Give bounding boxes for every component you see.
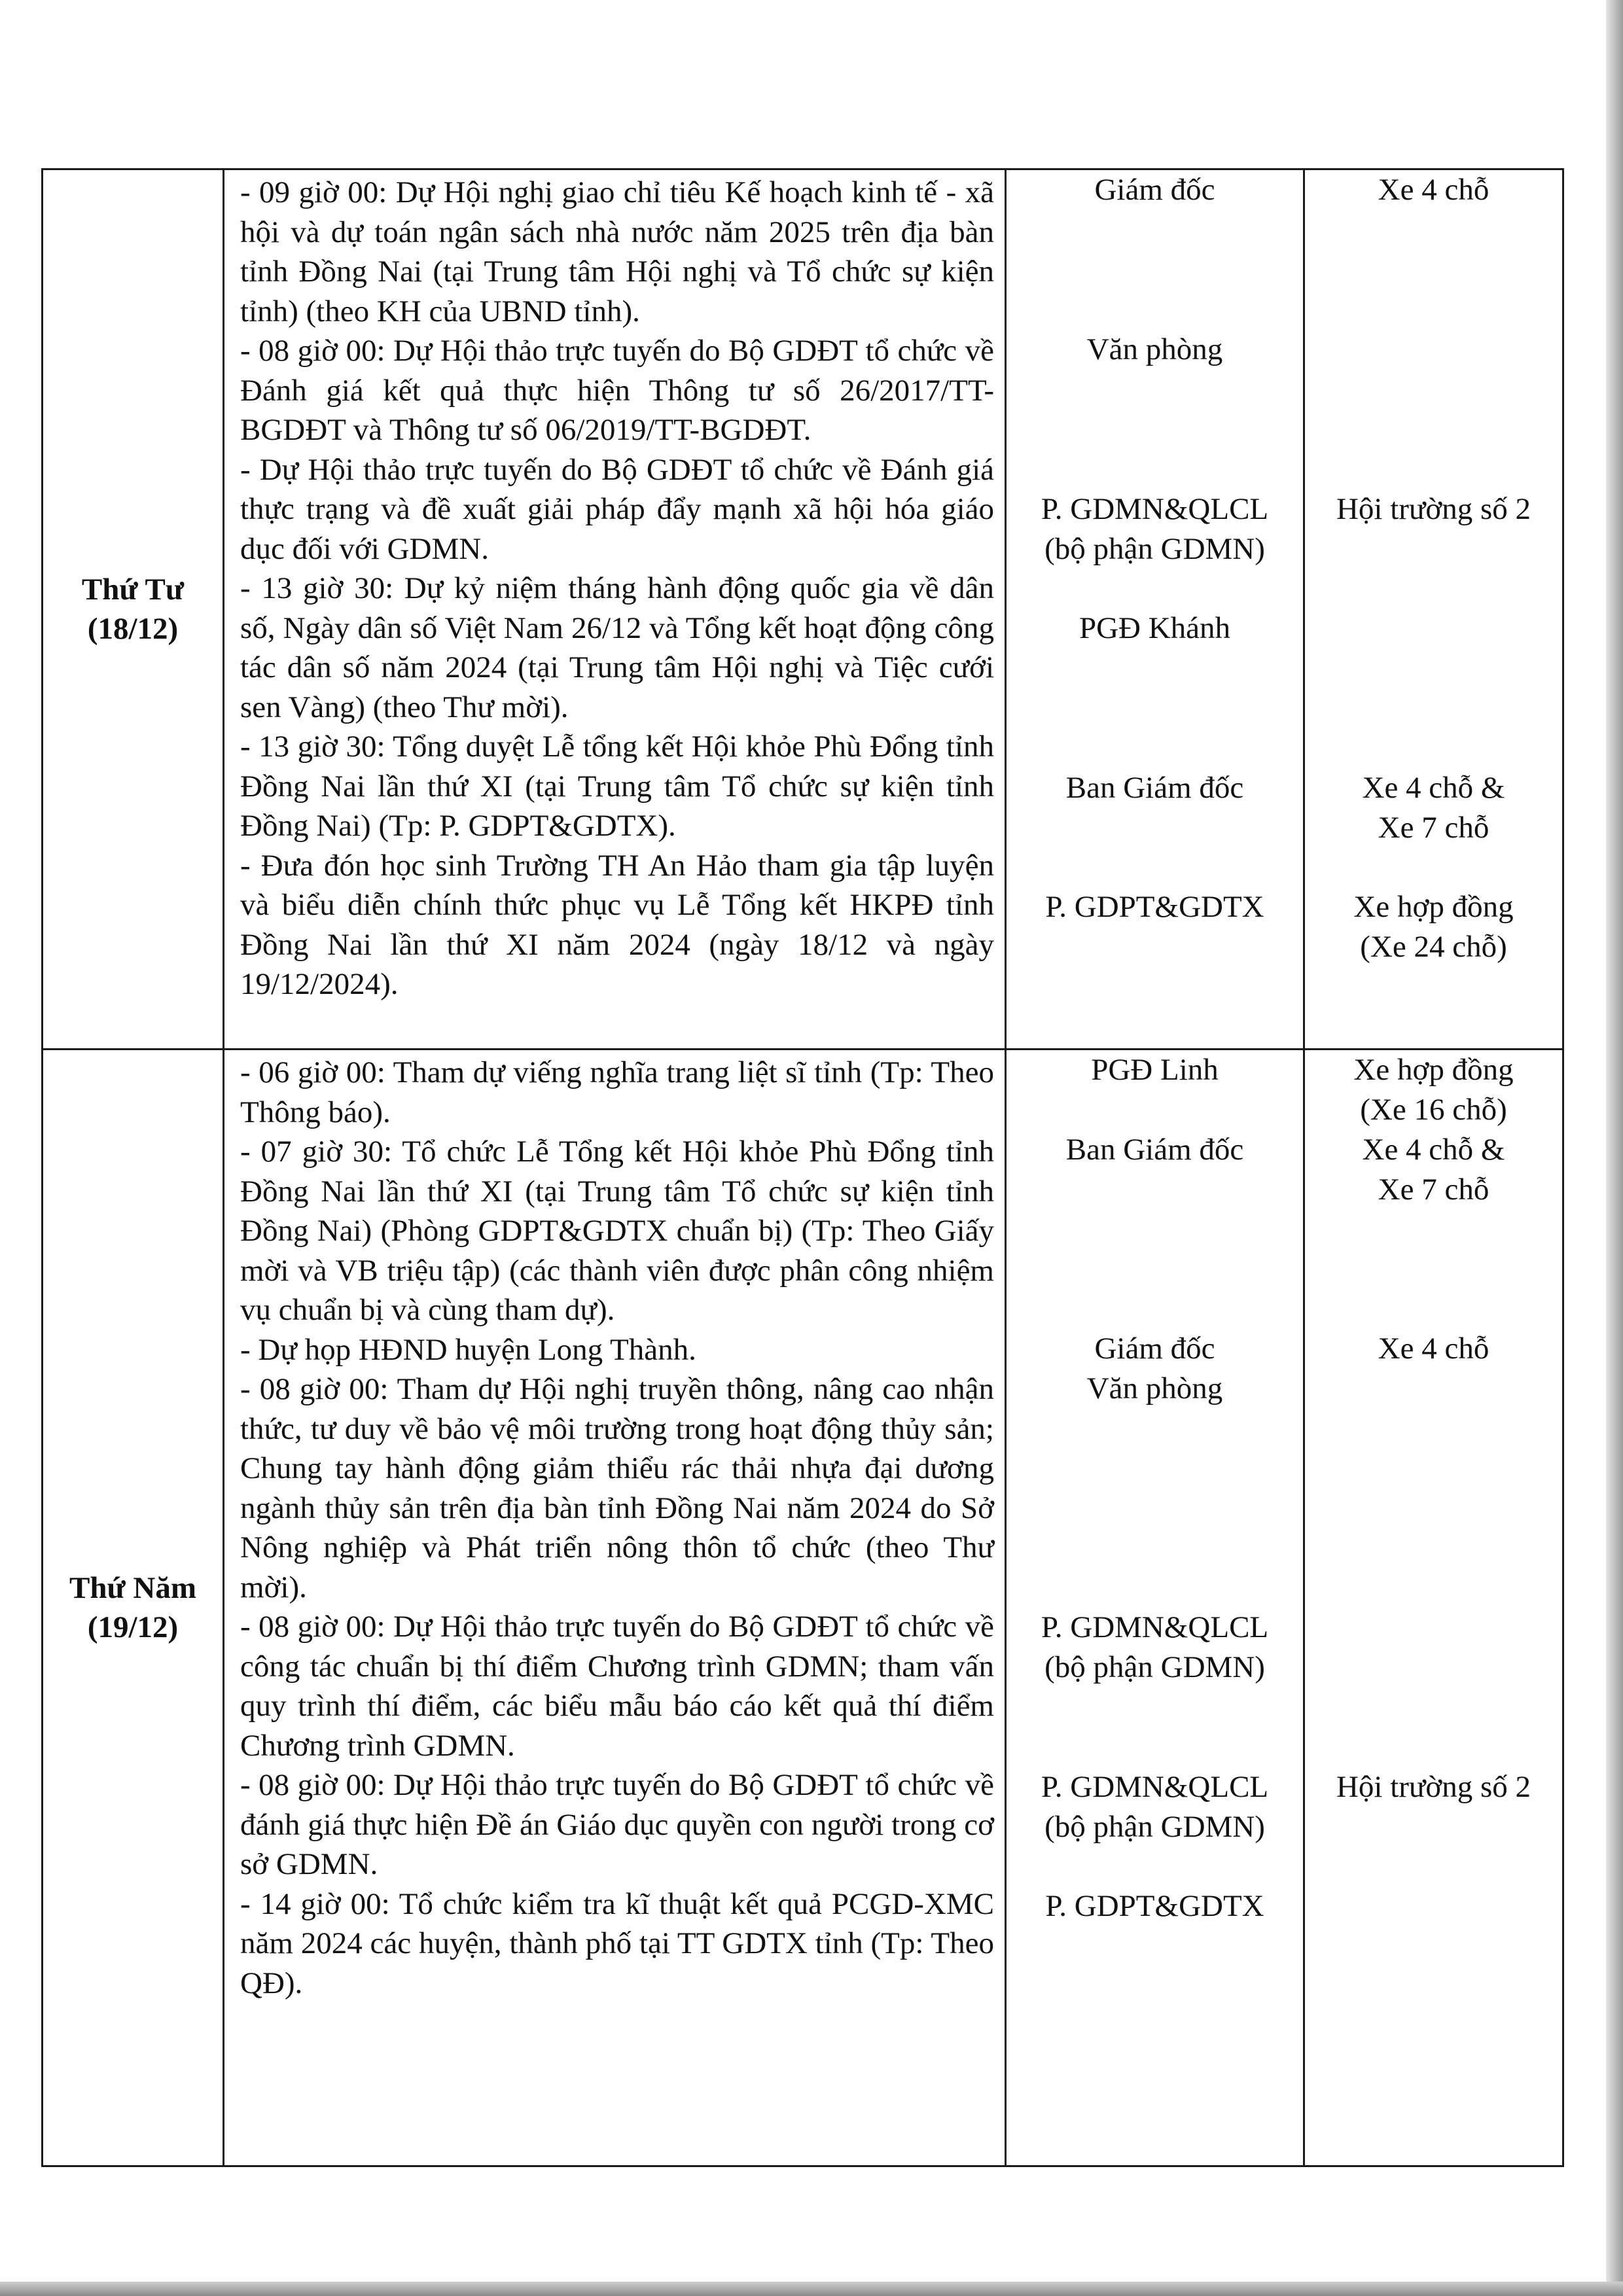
vehicle-label [1305, 1369, 1562, 1608]
vehicle-label: Xe 4 chỗ & Xe 7 chỗ [1362, 1133, 1505, 1207]
day-cell [43, 1050, 224, 2166]
vehicle-label: Xe hợp đồng (Xe 24 chỗ) [1353, 890, 1514, 964]
responsible-label: Văn phòng [1086, 1371, 1223, 1405]
day-name: Thứ Tư [81, 572, 185, 607]
responsible-label: Văn phòng [1086, 332, 1223, 366]
activities-cell [224, 1050, 1006, 2166]
schedule-row-thursday [43, 1050, 1563, 2166]
responsible-label: PGĐ Linh [1091, 1053, 1219, 1087]
responsible-label: P. GDMN&QLCL (bộ phận GDMN) [1041, 1770, 1269, 1844]
activity-item: - Dự Hội thảo trực tuyến do Bộ GDĐT tổ chức về Đánh giá thực trạng và đề xuất giải pháp đẩy mạnh xã hội hóa giáo dục đối với GDMN. [240, 452, 994, 566]
vehicle-label: Hội trường số 2 [1336, 1770, 1531, 1804]
responsible-label: P. GDPT&GDTX [1045, 890, 1264, 924]
day-date: (18/12) [87, 612, 179, 646]
responsible-label: Giám đốc [1094, 173, 1215, 207]
day-name: Thứ Năm [69, 1570, 197, 1605]
activity-item: - 08 giờ 00: Tham dự Hội nghị truyền thông, nâng cao nhận thức, tư duy về bảo vệ môi trường trong hoạt động thủy sản; Chung tay hành động giảm thiểu rác thải nhựa đại dương ngành thủy sản trên địa bàn tỉnh Đồng Nai năm 2024 do Sở Nông nghiệp và Phát triển nông thôn tổ chức (theo Thư mời). [240, 1372, 994, 1604]
responsible-label: P. GDMN&QLCL (bộ phận GDMN) [1041, 492, 1269, 566]
day-date: (19/12) [87, 1610, 179, 1644]
vehicle-label [1305, 1608, 1562, 1767]
vehicle-label: Xe 4 chỗ & Xe 7 chỗ [1362, 771, 1505, 845]
scan-edge-shadow-right [1606, 0, 1623, 2296]
scan-edge-shadow-bottom [0, 2282, 1623, 2296]
responsible-label: P. GDMN&QLCL (bộ phận GDMN) [1041, 1610, 1269, 1684]
vehicle-label: Xe 4 chỗ [1378, 1332, 1489, 1366]
vehicle-cell [1304, 169, 1563, 1050]
activity-item: - 07 giờ 30: Tổ chức Lễ Tổng kết Hội khỏe Phù Đổng tỉnh Đồng Nai lần thứ XI (tại Trung tâm Tổ chức sự kiện tỉnh Đồng Nai) (Phòng GDPT&GDTX chuẩn bị) (Tp: Theo Giấy mời và VB triệu tập) (các thành viên được phân công nhiệm vụ chuẩn bị và cùng tham dự). [240, 1135, 994, 1327]
vehicle-label: Hội trường số 2 [1336, 492, 1531, 526]
responsible-label: Giám đốc [1094, 1332, 1215, 1366]
activity-item: - 06 giờ 00: Tham dự viếng nghĩa trang liệt sĩ tỉnh (Tp: Theo Thông báo). [240, 1055, 994, 1129]
activity-item: - 08 giờ 00: Dự Hội thảo trực tuyến do Bộ GDĐT tổ chức về đánh giá thực hiện Đề án Giáo dục quyền con người trong cơ sở GDMN. [240, 1768, 994, 1881]
responsible-cell [1006, 169, 1304, 1050]
activity-item: - 14 giờ 00: Tổ chức kiểm tra kĩ thuật kết quả PCGD-XMC năm 2024 các huyện, thành phố tại TT GDTX tỉnh (Tp: Theo QĐ). [240, 1886, 994, 2000]
vehicle-label [1305, 330, 1562, 489]
responsible-label: Ban Giám đốc [1065, 771, 1244, 805]
vehicle-label: Xe 4 chỗ [1378, 173, 1489, 207]
activity-item: - 08 giờ 00: Dự Hội thảo trực tuyến do Bộ GDĐT tổ chức về công tác chuẩn bị thí điểm Chương trình GDMN; tham vấn quy trình thí điểm, các biểu mẫu báo cáo kết quả thí điểm Chương trình GDMN. [240, 1610, 994, 1763]
responsible-cell [1006, 1050, 1304, 2166]
responsible-label: PGĐ Khánh [1079, 611, 1231, 645]
schedule-row-wednesday [43, 169, 1563, 1050]
day-cell [43, 169, 224, 1050]
vehicle-label [1305, 1886, 1562, 2005]
responsible-label: Ban Giám đốc [1065, 1133, 1244, 1167]
activity-item: - 09 giờ 00: Dự Hội nghị giao chỉ tiêu Kế hoạch kinh tế - xã hội và dự toán ngân sách nhà nước năm 2025 trên địa bàn tỉnh Đồng Nai (tại Trung tâm Hội nghị và Tổ chức sự kiện tỉnh) (theo KH của UBND tỉnh). [240, 175, 994, 328]
vehicle-label [1305, 609, 1562, 768]
activity-item: - Dự họp HĐND huyện Long Thành. [240, 1332, 696, 1367]
activity-item: - 13 giờ 30: Dự kỷ niệm tháng hành động quốc gia về dân số, Ngày dân số Việt Nam 26/12 và Tổng kết hoạt động công tác dân số năm 2024 (tại Trung tâm Hội nghị và Tiệc cưới sen Vàng) (theo Thư mời). [240, 571, 994, 724]
vehicle-cell [1304, 1050, 1563, 2166]
schedule-table [41, 168, 1564, 2167]
activity-item: - Đưa đón học sinh Trường TH An Hảo tham gia tập luyện và biểu diễn chính thức phục vụ Lễ Tổng kết HKPĐ tỉnh Đồng Nai lần thứ XI năm 2024 (ngày 18/12 và ngày 19/12/2024). [240, 848, 994, 1001]
activities-cell [224, 169, 1006, 1050]
activity-item: - 08 giờ 00: Dự Hội thảo trực tuyến do Bộ GDĐT tổ chức về Đánh giá kết quả thực hiện Thông tư số 26/2017/TT-BGDĐT và Thông tư số 06/2019/TT-BGDĐT. [240, 334, 994, 447]
responsible-label: P. GDPT&GDTX [1045, 1889, 1264, 1923]
vehicle-label: Xe hợp đồng (Xe 16 chỗ) [1353, 1053, 1514, 1127]
activity-item: - 13 giờ 30: Tổng duyệt Lễ tổng kết Hội khỏe Phù Đổng tỉnh Đồng Nai lần thứ XI (tại Trung tâm Tổ chức sự kiện tỉnh Đồng Nai) (Tp: P. GDPT&GDTX). [240, 730, 994, 843]
